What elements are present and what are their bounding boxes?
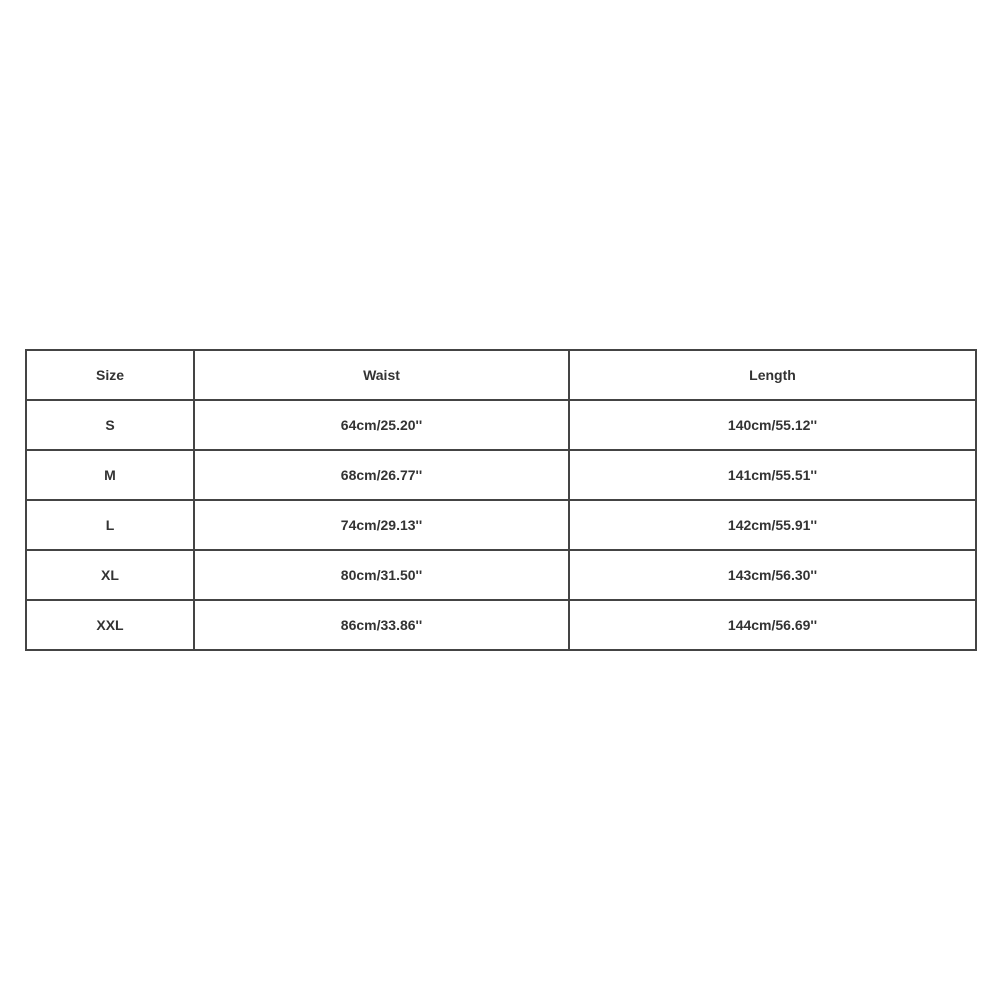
cell-length: 144cm/56.69'' xyxy=(569,600,976,650)
table-header-row xyxy=(26,350,976,400)
header-length: Length xyxy=(569,350,976,400)
cell-size: S xyxy=(26,400,194,450)
header-waist: Waist xyxy=(194,350,569,400)
table-row xyxy=(26,400,976,450)
cell-length: 143cm/56.30'' xyxy=(569,550,976,600)
cell-size: XXL xyxy=(26,600,194,650)
table-row xyxy=(26,500,976,550)
cell-waist: 86cm/33.86'' xyxy=(194,600,569,650)
table-row xyxy=(26,600,976,650)
cell-length: 142cm/55.91'' xyxy=(569,500,976,550)
cell-waist: 80cm/31.50'' xyxy=(194,550,569,600)
cell-length: 140cm/55.12'' xyxy=(569,400,976,450)
table-row xyxy=(26,450,976,500)
size-chart-table xyxy=(25,349,977,651)
cell-waist: 74cm/29.13'' xyxy=(194,500,569,550)
cell-size: XL xyxy=(26,550,194,600)
header-size: Size xyxy=(26,350,194,400)
cell-length: 141cm/55.51'' xyxy=(569,450,976,500)
cell-waist: 68cm/26.77'' xyxy=(194,450,569,500)
table-row xyxy=(26,550,976,600)
cell-size: L xyxy=(26,500,194,550)
cell-size: M xyxy=(26,450,194,500)
cell-waist: 64cm/25.20'' xyxy=(194,400,569,450)
